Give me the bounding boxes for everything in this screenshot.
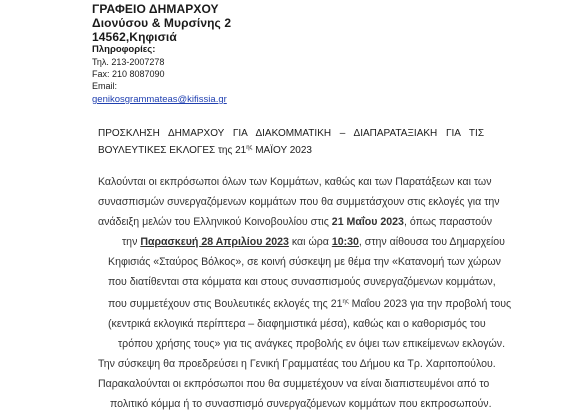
info-label: Πληροφορίες:: [92, 44, 156, 55]
body-line: συνασπισμών συνεργαζόμενων κομμάτων που θα συμμετάσχουν στις εκλογές για την: [98, 196, 500, 208]
body-line: πολιτικό κόμμα ή το συνασπισμό συνεργαζόμενων κομμάτων που εκπροσωπούν.: [110, 398, 492, 410]
body-line: Κηφισιάς «Σταύρος Βόλκος», σε κοινή σύσκεψη με θέμα την «Κατανομή των χώρων: [108, 256, 501, 268]
letterhead-cut-line: [92, 0, 392, 1]
body-line: που διατίθενται στα κόμματα και στους συνασπισμούς συνεργαζόμενων κομμάτων,: [108, 276, 496, 288]
body-line: Την σύσκεψη θα προεδρεύσει η Γενική Γραμματέας του Δήμου κα Τρ. Χαριτοπούλου.: [98, 358, 496, 370]
title-line-1: ΠΡΟΣΚΛΗΣΗ ΔΗΜΑΡΧΟΥ ΓΙΑ ΔΙΑΚΟΜΜΑΤΙΚΗ – ΔΙΑΠΑΡΑΤΑΞΙΑΚΗ ΓΙΑ ΤΙΣ: [98, 128, 484, 139]
office-name: ΓΡΑΦΕΙΟ ΔΗΜΑΡΧΟΥ: [92, 2, 219, 16]
meeting-date: Παρασκευή 28 Απριλίου 2023: [140, 236, 289, 248]
meeting-time: 10:30: [331, 236, 359, 248]
letterhead: [92, 0, 392, 106]
body-line: Παρακαλούνται οι εκπρόσωποι που θα συμμετέχουν να είναι διαπιστευμένοι από το: [98, 378, 490, 390]
body-line: Καλούνται οι εκπρόσωποι όλων των Κομμάτων, καθώς και των Παρατάξεων και των: [98, 176, 492, 188]
email-link[interactable]: genikosgrammateas@kifissia.gr: [92, 94, 227, 105]
body-line: ανάδειξη μελών του Ελληνικού Κοινοβουλίου στις 21 Μαΐου 2023, όπως παραστούν: [98, 216, 493, 228]
email-label: Email:: [92, 81, 118, 91]
body-line: την Παρασκευή 28 Απριλίου 2023 και ώρα 10:30, στην αίθουσα του Δημαρχείου: [122, 236, 505, 248]
office-address: Διονύσου & Μυρσίνης 2: [92, 16, 232, 30]
body-line: τρόπου χρήσης τους» για τις ανάγκες προβολής εν όψει των επικείμενων εκλογών.: [118, 338, 506, 350]
invitation-body: [98, 172, 512, 414]
document-title: [98, 127, 484, 158]
title-line-2: ΒΟΥΛΕΥΤΙΚΕΣ ΕΚΛΟΓΕΣ της $21^{\eta\varsigma}$ ΜΑΪΟΥ 2023: [98, 145, 312, 156]
fax-number: Fax: 210 8087090: [92, 69, 165, 79]
body-line: (κεντρικά εκλογικά περίπτερα – διαφημιστικά μέσα), καθώς και ο καθορισμός του: [108, 318, 486, 330]
office-postal: 14562,Κηφισιά: [92, 30, 177, 44]
phone-number: Τηλ. 213-2007278: [92, 57, 165, 67]
body-line: που συμμετέχουν στις Βουλευτικές εκλογές της $21^{\eta\varsigma}$ Μαΐου 2023 για την προβολή τους: [108, 298, 512, 310]
